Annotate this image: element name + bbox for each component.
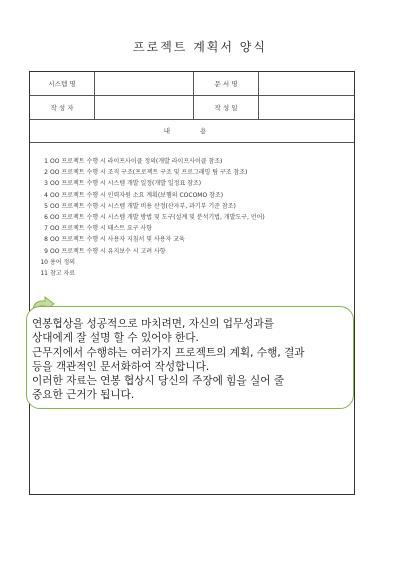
list-item: 1 OO 프로젝트 수행 시 라이프사이클 정의(개발 라이프사이클 참조) xyxy=(44,158,223,165)
list-item: 10 용어 정의 xyxy=(40,258,76,266)
content-list xyxy=(40,156,265,279)
author-field[interactable] xyxy=(95,96,194,120)
date-field[interactable] xyxy=(259,96,355,120)
doc-name-field[interactable] xyxy=(259,72,355,96)
list-item: 3 OO 프로젝트 수행 시 시스템 개발 일정(개발 일정표 참조) xyxy=(44,180,202,188)
list-item: 8 OO 프로젝트 수행 시 사용자 지침서 및 사용자 교육 xyxy=(44,236,185,244)
list-item: 6 OO 프로젝트 수행 시 시스템 개발 방법 및 도구(설계 및 분석기법, 개발도구, 언어) xyxy=(44,214,265,222)
doc-name-label: 문 서 명 xyxy=(194,72,259,96)
content-heading: 내 용 xyxy=(30,120,354,143)
list-item: 11 참고 자료 xyxy=(40,270,76,278)
list-item: 9 OO 프로젝트 수행 시 유지보수 시 고려 사항 xyxy=(44,247,166,255)
list-item: 2 OO 프로젝트 수행 시 조직 구조(프로젝트 구조 및 프로그래밍 팀 구조 참조) xyxy=(44,169,248,177)
header-table xyxy=(30,72,354,120)
tip-line: 근무지에서 수행하는 여러가지 프로젝트의 계획, 수행, 결과 xyxy=(32,346,305,359)
list-item: 5 OO 프로젝트 수행 시 시스템 개발 비용 산정(산자부, 과기부 기준 참조) xyxy=(44,202,236,210)
list-item: 4 OO 프로젝트 수행 시 인력자원 소요 계획(보헴의 COCOMO 참조) xyxy=(44,191,224,199)
tip-line: 상대에게 잘 설명 할 수 있어야 한다. xyxy=(32,332,199,345)
document-title: 프로젝트 계획서 양식 xyxy=(133,40,267,54)
author-label: 작 성 자 xyxy=(30,96,95,120)
system-name-field[interactable] xyxy=(95,72,194,96)
plan-form xyxy=(29,71,355,495)
tip-callout xyxy=(26,306,354,409)
system-name-label: 시스템 명 xyxy=(30,72,95,96)
tip-text xyxy=(32,317,352,403)
tip-line: 중요한 근거가 됩니다. xyxy=(32,389,135,402)
tip-line: 연봉협상을 성공적으로 마치려면, 자신의 업무성과를 xyxy=(32,318,274,330)
tip-line: 등을 객관적인 문서화하여 작성합니다. xyxy=(32,360,210,373)
list-item: 7 OO 프로젝트 수행 시 테스트 요구 사항 xyxy=(44,225,153,233)
tip-line: 이러한 자료는 연봉 협상시 당신의 주장에 힘을 실어 줄 xyxy=(32,375,285,388)
date-label: 작 성 일 xyxy=(194,96,259,120)
